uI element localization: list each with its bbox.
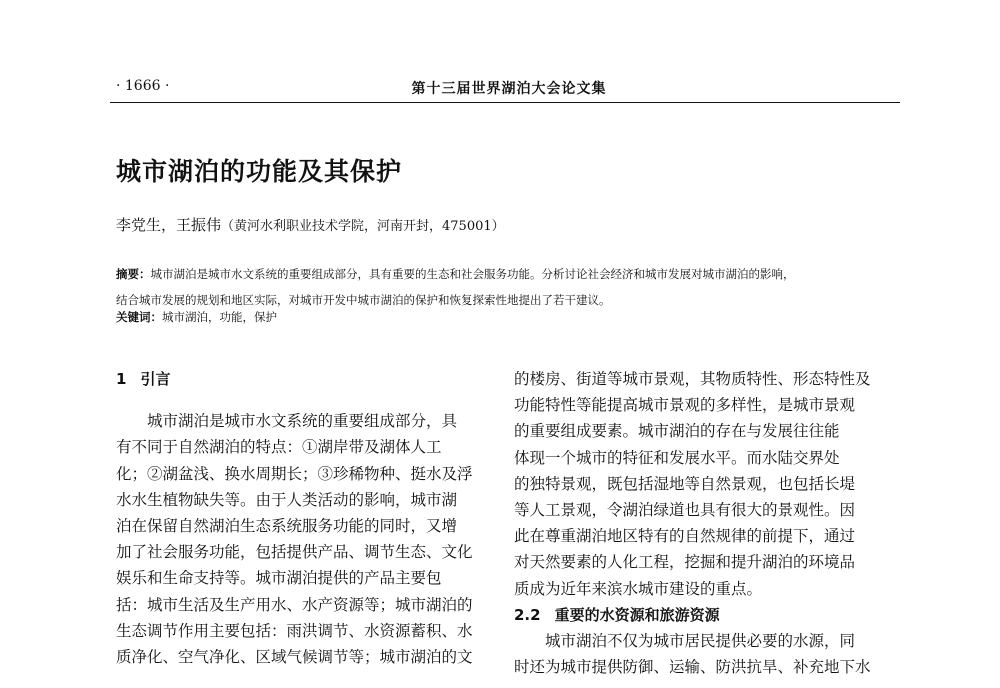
paragraph-line: 城市湖泊是城市水文系统的重要组成部分，具 <box>147 412 458 431</box>
paragraph-line: 的重要组成要素。城市湖泊的存在与发展往往能 <box>514 422 840 441</box>
paragraph-line: 体现一个城市的特征和发展水平。而水陆交界处 <box>514 448 840 467</box>
paragraph-line: 对天然要素的人化工程，挖掘和提升湖泊的环境品 <box>514 553 856 572</box>
section-2-2-number: 2.2 <box>514 605 541 624</box>
paragraph-line: 此在尊重湖泊地区特有的自然规律的前提下，通过 <box>514 527 856 546</box>
paragraph-line: 泊在保留自然湖泊生态系统服务功能的同时，又增 <box>116 516 458 535</box>
paragraph-line: 娱乐和生命支持等。城市湖泊提供的产品主要包 <box>116 569 442 588</box>
paper-title: 城市湖泊的功能及其保护 <box>116 157 403 186</box>
journal-title: 第十三届世界湖泊大会论文集 <box>411 81 607 97</box>
header-rule <box>110 102 900 103</box>
section-1-heading <box>116 366 496 392</box>
paragraph-line: 质成为近年来滨水城市建设的重点。 <box>514 579 763 598</box>
left-column <box>116 366 496 670</box>
author-affiliation: （黄河水利职业技术学院，河南开封，475001） <box>221 219 505 234</box>
paragraph-line: 城市湖泊不仅为城市居民提供必要的水源，同 <box>545 631 856 650</box>
paragraph-line: 有不同于自然湖泊的特点：①湖岸带及湖体人工 <box>116 438 442 457</box>
abstract-line-1: 摘要：城市湖泊是城市水文系统的重要组成部分，具有重要的生态和社会服务功能。分析讨论社会经济和城市发展对城市湖泊的影响， <box>116 267 795 281</box>
section-1-title: 引言 <box>140 370 171 388</box>
page-number: · 1666 · <box>116 78 170 94</box>
paragraph-line: 加了社会服务功能，包括提供产品、调节生态、文化 <box>116 543 473 562</box>
paragraph-line: 的独特景观，既包括湿地等自然景观，也包括长堤 <box>514 474 856 493</box>
paragraph-line: 生态调节作用主要包括：雨洪调节、水资源蓄积、水 <box>116 621 473 640</box>
paragraph-line: 括：城市生活及生产用水、水产资源等；城市湖泊的 <box>116 595 473 614</box>
paragraph-line: 水水生植物缺失等。由于人类活动的影响，城市湖 <box>116 490 458 509</box>
keywords-label: 关键词： <box>116 310 162 324</box>
abstract-line-2: 结合城市发展的规划和地区实际，对城市开发中城市湖泊的保护和恢复探索性地提出了若干建议。 <box>116 293 611 308</box>
paragraph-line: 等人工景观，令湖泊绿道也具有很大的景观性。因 <box>514 500 856 519</box>
author-line <box>116 214 505 235</box>
section-2-2-heading <box>514 602 894 628</box>
section-2-2-title: 重要的水资源和旅游资源 <box>554 605 720 624</box>
right-column <box>514 366 894 680</box>
running-header <box>116 74 902 104</box>
spacer <box>116 392 496 408</box>
paragraph-line: 的楼房、街道等城市景观，其物质特性、形态特性及 <box>514 370 871 388</box>
keywords-text: 城市湖泊，功能，保护 <box>162 310 277 324</box>
paragraph-line: 化；②湖盆浅、换水周期长；③珍稀物种、挺水及浮 <box>116 464 473 483</box>
section-1-number: 1 <box>116 370 127 388</box>
author-names: 李党生，王振伟 <box>116 216 222 234</box>
paragraph-line: 功能特性等能提高城市景观的多样性，是城市景观 <box>514 396 856 415</box>
keywords <box>116 309 277 325</box>
paragraph-line: 质净化、空气净化、区域气候调节等；城市湖泊的文 <box>116 647 473 666</box>
abstract-label: 摘要： <box>116 267 151 281</box>
paragraph-line: 时还为城市提供防御、运输、防洪抗旱、补充地下水 <box>514 658 871 677</box>
